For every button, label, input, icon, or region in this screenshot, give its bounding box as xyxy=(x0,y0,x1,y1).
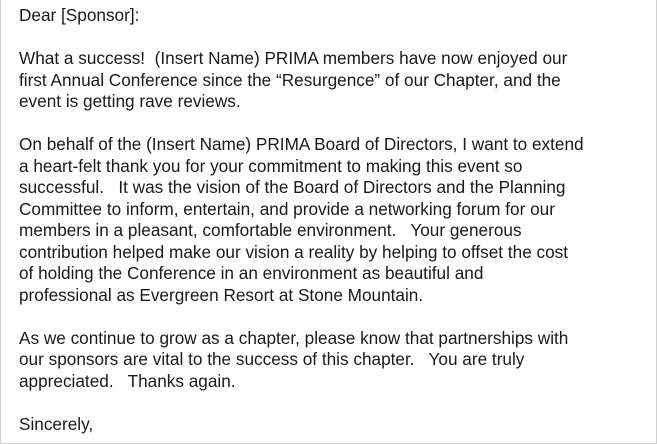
salutation: Dear [Sponsor]: xyxy=(19,5,140,25)
letter-body xyxy=(19,5,649,435)
paragraph-line: members in a pleasant, comfortable environment. Your generous xyxy=(19,220,522,240)
paragraph-thanks xyxy=(19,134,649,306)
paragraph-line: first Annual Conference since the “Resurgence” of our Chapter, and the xyxy=(19,69,561,90)
paragraph-line: What a success! (Insert Name) PRIMA members have now enjoyed our xyxy=(19,48,568,68)
paragraph-line: professional as Evergreen Resort at Stone Mountain. xyxy=(19,284,424,305)
paragraph-success xyxy=(19,48,649,113)
paragraph-spacer xyxy=(19,392,649,414)
paragraph-line: appreciated. Thanks again. xyxy=(19,370,236,391)
paragraph-line: successful. It was the vision of the Board of Directors and the Planning xyxy=(19,177,566,197)
paragraph-line: a heart-felt thank you for your commitment to making this event so xyxy=(19,155,523,176)
paragraph-line: contribution helped make our vision a reality by helping to offset the cost xyxy=(19,241,569,262)
paragraph-spacer xyxy=(19,27,649,49)
paragraph-line: As we continue to grow as a chapter, please know that partnerships with xyxy=(19,327,569,348)
paragraph-line: our sponsors are vital to the success of this chapter. You are truly xyxy=(19,349,525,369)
paragraph-spacer xyxy=(19,306,649,328)
paragraph-spacer xyxy=(19,113,649,135)
closing: Sincerely, xyxy=(19,413,94,434)
paragraph-line: Committee to inform, entertain, and provide a networking forum for our xyxy=(19,198,555,219)
paragraph-partnerships xyxy=(19,328,649,393)
paragraph-line: On behalf of the (Insert Name) PRIMA Board of Directors, I want to extend xyxy=(19,134,584,154)
paragraph-line: of holding the Conference in an environment as beautiful and xyxy=(19,263,484,283)
paragraph-line: event is getting rave reviews. xyxy=(19,91,241,111)
